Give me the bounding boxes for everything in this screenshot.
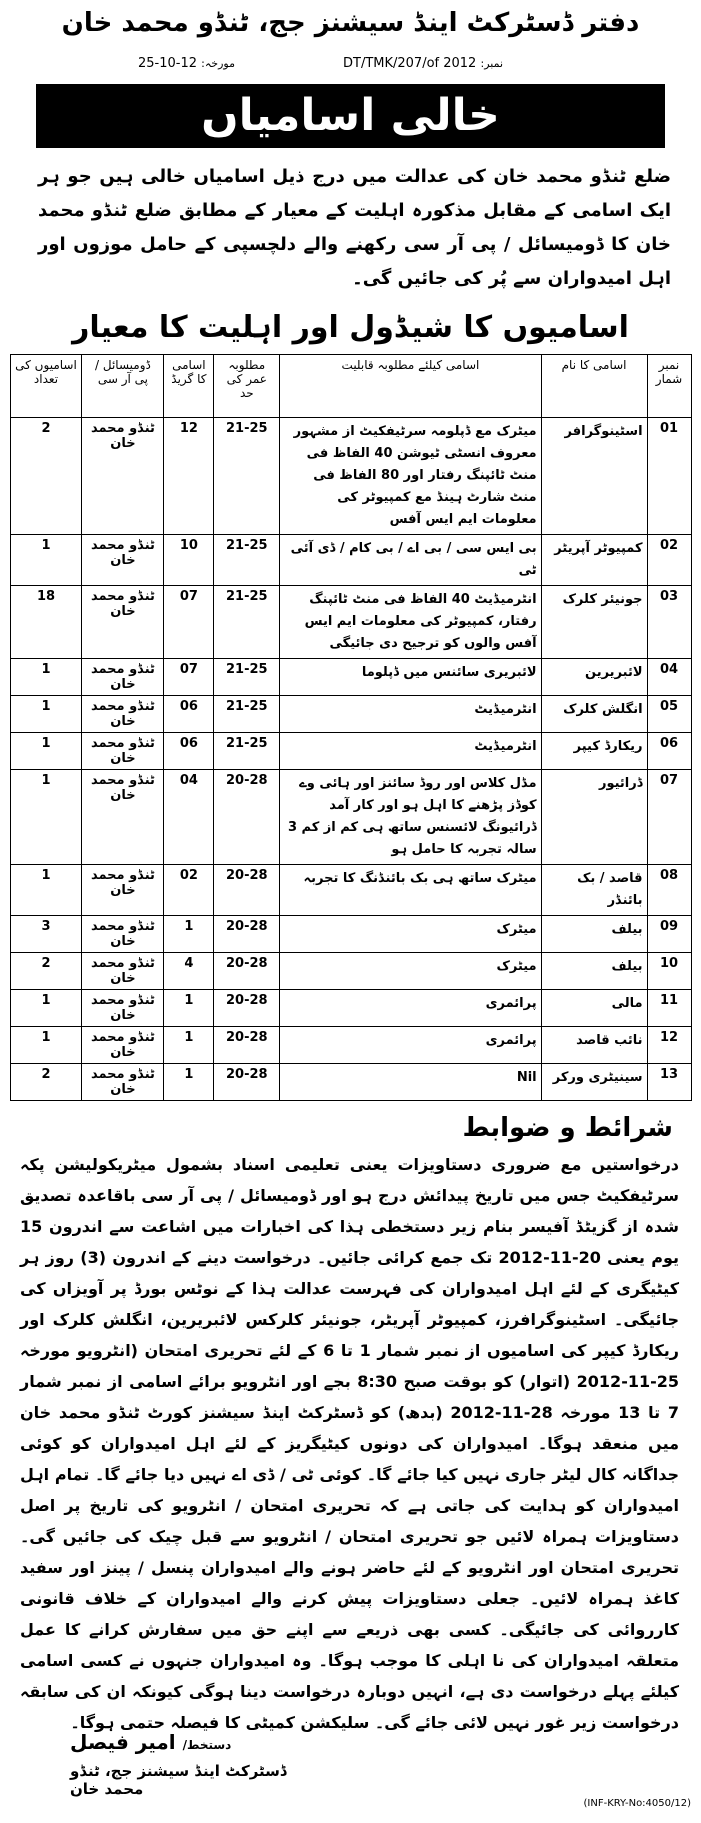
row-post: کمپیوٹر آپریٹر [541,535,647,586]
table-header-row [10,355,691,418]
row-qualification: پرائمری [280,1027,541,1064]
row-serial: 05 [647,696,691,733]
row-domicile: ٹنڈو محمد خان [82,418,164,535]
row-age: 20-28 [214,770,280,865]
reference-label: نمبر: [480,57,503,70]
row-post: انگلش کلرک [541,696,647,733]
row-post: بیلف [541,916,647,953]
row-grade: 1 [164,916,214,953]
row-serial: 09 [647,916,691,953]
row-serial: 01 [647,418,691,535]
schedule-title: اسامیوں کا شیڈول اور اہلیت کا معیار [72,310,629,345]
row-serial: 12 [647,1027,691,1064]
table-row [10,953,691,990]
reference-date [138,56,235,71]
signatory-name: امیر فیصل [70,1730,176,1754]
date-value: 25-10-12 [138,56,198,71]
row-post: نائب قاصد [541,1027,647,1064]
row-qualification: انٹرمیڈیٹ [280,733,541,770]
row-grade: 06 [164,696,214,733]
table-row [10,990,691,1027]
reference-line [8,52,693,78]
row-qualification: میٹرک ساتھ ہی بک بائنڈنگ کا تجربہ [280,865,541,916]
row-grade: 02 [164,865,214,916]
table-row [10,770,691,865]
row-qualification: Nil [280,1064,541,1101]
col-domicile: ڈومیسائل / پی آر سی [82,355,164,418]
table-row [10,1027,691,1064]
row-qualification: بی ایس سی / بی اے / بی کام / ڈی آئی ٹی [280,535,541,586]
row-post: مالی [541,990,647,1027]
col-age: مطلوبہ عمر کی حد [214,355,280,418]
row-count: 1 [10,535,82,586]
row-age: 20-28 [214,990,280,1027]
terms-heading: شرائط و ضوابط [462,1113,673,1143]
row-post: جونیئر کلرک [541,586,647,659]
col-serial: نمبر شمار [647,355,691,418]
row-domicile: ٹنڈو محمد خان [82,865,164,916]
row-grade: 07 [164,586,214,659]
row-age: 21-25 [214,418,280,535]
reference-number [343,56,503,71]
row-serial: 07 [647,770,691,865]
row-post: بیلف [541,953,647,990]
row-grade: 07 [164,659,214,696]
row-age: 21-25 [214,659,280,696]
table-row [10,696,691,733]
row-count: 2 [10,418,82,535]
row-domicile: ٹنڈو محمد خان [82,916,164,953]
row-domicile: ٹنڈو محمد خان [82,696,164,733]
row-count: 1 [10,1027,82,1064]
row-qualification: لائبریری سائنس میں ڈپلوما [280,659,541,696]
table-row [10,659,691,696]
inf-number: (INF-KRY-No:4050/12) [583,1798,691,1809]
row-domicile: ٹنڈو محمد خان [82,733,164,770]
row-domicile: ٹنڈو محمد خان [82,990,164,1027]
row-domicile: ٹنڈو محمد خان [82,586,164,659]
row-domicile: ٹنڈو محمد خان [82,1027,164,1064]
row-age: 21-25 [214,535,280,586]
row-count: 1 [10,865,82,916]
reference-value: DT/TMK/207/of 2012 [343,56,477,71]
vacancy-schedule-table [10,354,692,1101]
table-row [10,865,691,916]
row-age: 20-28 [214,865,280,916]
row-qualification: مڈل کلاس اور روڈ سائنز اور ہائی وے کوڈز پڑھنے کا اہل ہو اور کار آمد ڈرائیونگ لائسنس ساتھ ہی کم از کم 3 سالہ تجربہ کا حامل ہو [280,770,541,865]
row-domicile: ٹنڈو محمد خان [82,770,164,865]
signature-label: دستخط/ [182,1738,232,1752]
signatory-title: ڈسٹرکٹ اینڈ سیشنز جج، ٹنڈو محمد خان [70,1762,287,1798]
row-qualification: پرائمری [280,990,541,1027]
table-row [10,916,691,953]
col-count: اسامیوں کی تعداد [10,355,82,418]
row-serial: 04 [647,659,691,696]
row-grade: 12 [164,418,214,535]
row-serial: 06 [647,733,691,770]
row-qualification: میٹرک مع ڈپلومہ سرٹیفکیٹ از مشہور معروف انسٹی ٹیوشن 40 الفاظ فی منٹ ٹائپنگ رفتار اور 80 الفاظ فی منٹ شارٹ ہینڈ مع کمپیوٹر کی معلومات ایم ایس آفس [280,418,541,535]
signature-line [70,1730,310,1754]
col-grade: اسامی کا گریڈ [164,355,214,418]
row-count: 1 [10,770,82,865]
row-age: 21-25 [214,733,280,770]
row-count: 3 [10,916,82,953]
row-domicile: ٹنڈو محمد خان [82,1064,164,1101]
row-qualification: انٹرمیڈیٹ 40 الفاظ فی منٹ ٹائپنگ رفتار، کمپیوٹر کی معلومات ایم ایس آفس والوں کو ترجیح دی جائیگی [280,586,541,659]
row-age: 20-28 [214,1064,280,1101]
row-qualification: انٹرمیڈیٹ [280,696,541,733]
row-serial: 10 [647,953,691,990]
row-age: 20-28 [214,1027,280,1064]
col-post: اسامی کا نام [541,355,647,418]
row-age: 20-28 [214,953,280,990]
row-age: 20-28 [214,916,280,953]
row-count: 1 [10,659,82,696]
row-grade: 4 [164,953,214,990]
signature-block [70,1730,310,1798]
vacancies-banner: خالی اسامیاں [36,84,665,148]
row-domicile: ٹنڈو محمد خان [82,659,164,696]
office-title: دفتر ڈسٹرکٹ اینڈ سیشنز جج، ٹنڈو محمد خان [61,8,640,38]
table-row [10,733,691,770]
row-grade: 1 [164,1064,214,1101]
row-domicile: ٹنڈو محمد خان [82,953,164,990]
row-grade: 10 [164,535,214,586]
row-post: سینیٹری ورکر [541,1064,647,1101]
table-row [10,1064,691,1101]
row-serial: 03 [647,586,691,659]
col-qualification: اسامی کیلئے مطلوبہ قابلیت [280,355,541,418]
row-qualification: میٹرک [280,916,541,953]
row-grade: 06 [164,733,214,770]
row-count: 1 [10,733,82,770]
row-serial: 02 [647,535,691,586]
row-serial: 11 [647,990,691,1027]
row-post: ڈرائیور [541,770,647,865]
table-row [10,535,691,586]
intro-paragraph: ضلع ٹنڈو محمد خان کی عدالت میں درج ذیل اسامیاں خالی ہیں جو ہر ایک اسامی کے مقابل مذکورہ اہلیت کے معیار کے مطابق ضلع ٹنڈو محمد خان کا ڈومیسائل / پی آر سی رکھنے والے دلچسپی کے حامل موزوں اور اہل امیدواران سے پُر کی جائیں گی۔ [38,166,671,289]
row-count: 2 [10,953,82,990]
row-count: 1 [10,990,82,1027]
row-serial: 13 [647,1064,691,1101]
table-body [10,418,691,1101]
row-age: 21-25 [214,586,280,659]
row-grade: 04 [164,770,214,865]
row-domicile: ٹنڈو محمد خان [82,535,164,586]
row-post: قاصد / بک بائنڈر [541,865,647,916]
row-post: ریکارڈ کیپر [541,733,647,770]
row-age: 21-25 [214,696,280,733]
row-count: 2 [10,1064,82,1101]
row-count: 1 [10,696,82,733]
terms-paragraph: درخواستیں مع ضروری دستاویزات یعنی تعلیمی اسناد بشمول میٹریکولیشن پکہ سرٹیفکیٹ جس میں تاریخ پیدائش درج ہو اور ڈومیسائل / پی آر سی باقاعدہ تصدیق شدہ از گزیٹڈ آفیسر بنام زیر دستخطی ہذا کی اخبارات میں اشاعت سے اندرون 15 یوم یعنی 20-11-2012 تک جمع کرائی جائیں۔ درخواست دینے کے اندرون (3) روز ہر کیٹیگری کے لئے اہل امیدواران کی فہرست عدالت ہذا کے نوٹس بورڈ پر آویزاں کی جائیگی۔ اسٹینوگرافرز، کمپیوٹر آپریٹر، جونیئر کلرکس لائبریرین، انگلش کلرک اور ریکارڈ کیپر کی اسامیوں از نمبر شمار 1 تا 6 کے لئے تحریری امتحان (انٹرویو مورخہ 25-11-2012 (اتوار) کو بوقت صبح 8:30 بجے اور انٹرویو برائے اسامی از نمبر شمار 7 تا 13 مورخہ 28-11-2012 (بدھ) کو ڈسٹرکٹ اینڈ سیشنز کورٹ ٹنڈو محمد خان میں منعقد ہوگا۔ امیدواران کی دونوں کیٹیگریز کے لئے اہل امیدواران کو کوئی جداگانہ کال لیٹر جاری نہیں کیا جائے گا۔ کوئی ٹی / ڈی اے نہیں دیا جائے گا۔ تمام اہل امیدواران کو ہدایت کی جاتی ہے کہ تحریری امتحان / انٹرویو کی تاریخ پر اصل دستاویزات ہمراہ لائیں جو تحریری امتحان / انٹرویو سے قبل چیک کی جائیں گی۔ تحریری امتحان اور انٹرویو کے لئے حاضر ہونے والے امیدواران پنسل / پینز اور سفید کاغذ ہمراہ لائیں۔ جعلی دستاویزات پیش کرنے والے امیدواران کے خلاف قانونی کارروائی کی جائیگی۔ کسی بھی ذریعے سے اپنے حق میں سفارش کرانے کا عمل متعلقہ امیدواران کی نا اہلی کا موجب ہوگا۔ وہ امیدواران جنہوں نے کسی اسامی کیلئے پہلے درخواست دی ہے، انہیں دوبارہ درخواست دینا ہوگی کیونکہ ان کی سابقہ درخواست زیر غور نہیں لائی جائے گی۔ سلیکشن کمیٹی کا فیصلہ حتمی ہوگا۔ [20,1155,680,1732]
row-grade: 1 [164,1027,214,1064]
row-post: اسٹینوگرافر [541,418,647,535]
row-grade: 1 [164,990,214,1027]
table-row [10,418,691,535]
table-row [10,586,691,659]
row-qualification: میٹرک [280,953,541,990]
date-label: مورخہ: [201,57,235,70]
row-post: لائبریرین [541,659,647,696]
row-count: 18 [10,586,82,659]
row-serial: 08 [647,865,691,916]
